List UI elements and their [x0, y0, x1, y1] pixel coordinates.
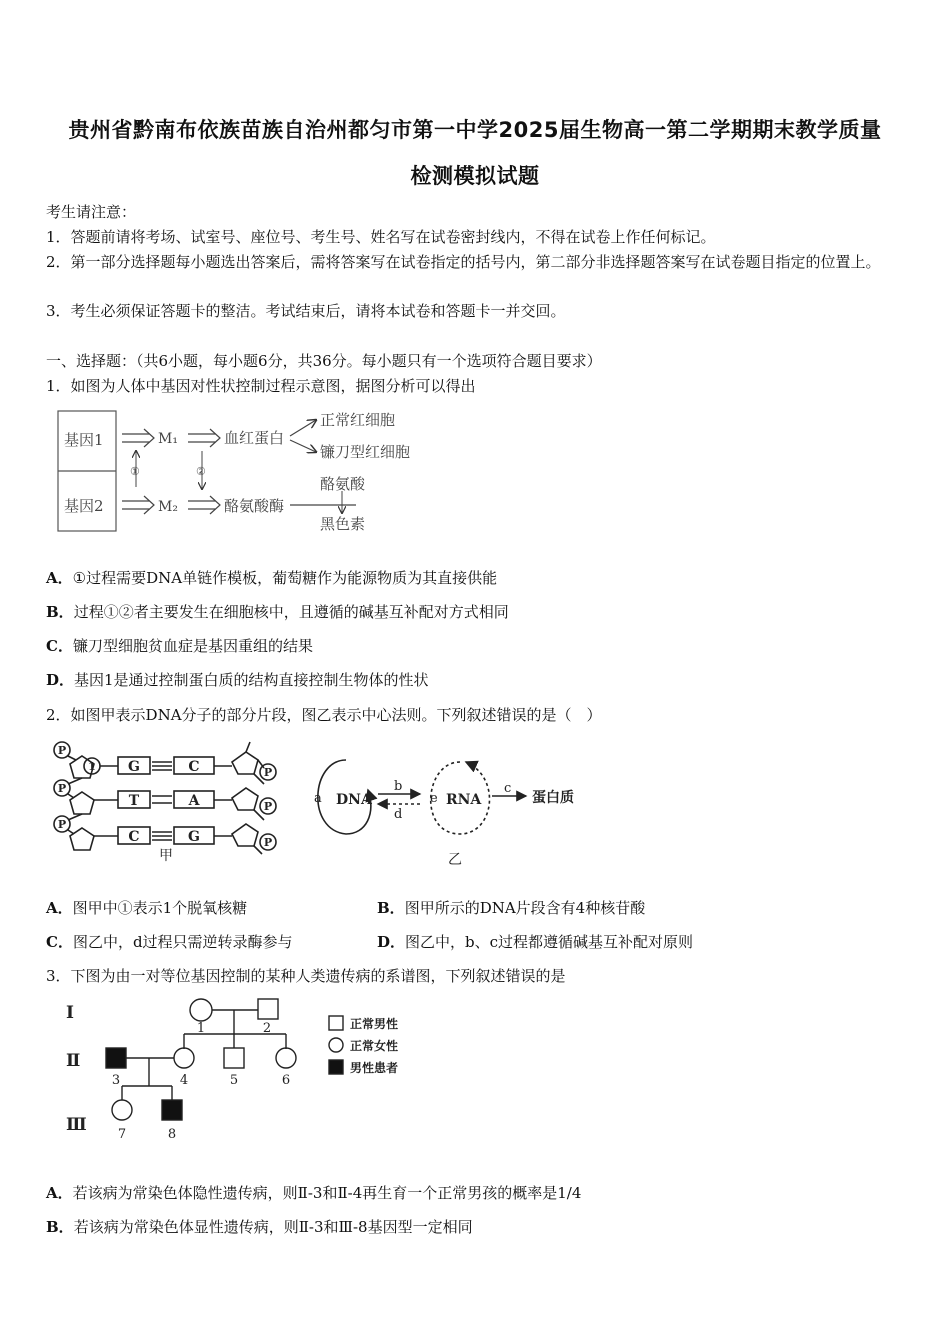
protein-label: 蛋白质 — [532, 790, 574, 806]
base-left: G — [128, 759, 140, 775]
process-2-label: ② — [196, 465, 206, 478]
tyrosine-label: 酪氨酸 — [320, 475, 366, 493]
individual-number: 1 — [196, 1021, 206, 1036]
option-letter: C． — [46, 637, 73, 655]
question-3-stem: 3．下图为由一对等位基因控制的某种人类遗传病的系谱图，下列叙述错误的是 — [46, 967, 566, 985]
option-letter: A． — [46, 569, 73, 587]
phosphate-label: P — [263, 766, 273, 779]
option-text: 若该病为常染色体隐性遗传病，则Ⅱ-3和Ⅱ-4再生育一个正常男孩的概率是1/4 — [72, 1184, 582, 1202]
question-2-stem: 2．如图甲表示DNA分子的部分片段，图乙表示中心法则。下列叙述错误的是（ ） — [46, 706, 602, 724]
phosphate-label: P — [57, 818, 67, 831]
q3-option-b — [46, 1215, 473, 1239]
phosphate-label: P — [57, 744, 67, 757]
notice-item: 3．考生必须保证答题卡的整洁。考试结束后，请将本试卷和答题卡一并交回。 — [46, 302, 566, 320]
normal-rbc-label: 正常红细胞 — [320, 411, 396, 429]
q1-option-c — [46, 634, 313, 658]
individual-1 — [190, 999, 212, 1021]
process-b-label: b — [394, 779, 403, 794]
legend-normal-female-label: 正常女性 — [350, 1039, 399, 1053]
dna-fragment-diagram — [46, 738, 296, 866]
individual-number: 7 — [117, 1127, 127, 1142]
tyrosinase-label: 酪氨酸酶 — [224, 497, 285, 515]
figure-jia-label: 甲 — [159, 848, 173, 864]
legend-normal-male-symbol — [329, 1016, 343, 1030]
phosphate-label: P — [263, 836, 273, 849]
gene2-label: 基因2 — [64, 497, 104, 515]
legend-affected-male-symbol — [329, 1060, 343, 1074]
q2-option-b — [377, 896, 645, 920]
individual-number: 8 — [167, 1127, 177, 1142]
notice-heading: 考生请注意： — [46, 203, 137, 221]
individual-number: 4 — [179, 1073, 189, 1088]
process-d-label: d — [394, 807, 403, 822]
gene-control-diagram — [50, 405, 440, 535]
q2-option-a — [46, 896, 247, 920]
exam-title-line2: 检测模拟试题 — [410, 164, 540, 188]
process-1-label: ① — [130, 465, 140, 478]
q1-option-b — [46, 600, 509, 624]
option-text: 镰刀型细胞贫血症是基因重组的结果 — [72, 637, 313, 655]
phosphate-label: P — [263, 800, 273, 813]
individual-4 — [174, 1048, 194, 1068]
legend-affected-male-label: 男性患者 — [350, 1061, 399, 1075]
option-letter: D． — [377, 933, 406, 951]
q1-option-a — [46, 566, 497, 590]
option-letter: B． — [377, 899, 405, 917]
option-letter: D． — [46, 671, 75, 689]
legend-normal-male-label: 正常男性 — [350, 1017, 399, 1031]
phosphate-label: P — [57, 782, 67, 795]
legend-normal-female-symbol — [329, 1038, 343, 1052]
exam-title-line1: 贵州省黔南布依族苗族自治州都匀市第一中学2025届生物高一第二学期期末教学质量 — [68, 118, 882, 142]
option-letter: A． — [46, 1184, 73, 1202]
individual-number: 5 — [229, 1073, 239, 1088]
central-dogma-diagram — [306, 750, 596, 870]
question-1-stem: 1．如图为人体中基因对性状控制过程示意图，据图分析可以得出 — [46, 377, 476, 395]
individual-3 — [106, 1048, 126, 1068]
dna-label: DNA — [336, 792, 372, 808]
melanin-label: 黑色素 — [320, 515, 366, 533]
individual-8 — [162, 1100, 182, 1120]
m2-label: M₂ — [158, 499, 178, 515]
option-text: 图乙中，b、c过程都遵循碱基互补配对原则 — [405, 933, 694, 951]
generation-2-label: Ⅱ — [66, 1051, 81, 1071]
q1-option-d — [46, 668, 429, 692]
q2-option-d — [377, 930, 693, 954]
sickle-rbc-label: 镰刀型红细胞 — [320, 443, 411, 461]
option-letter: A． — [46, 899, 73, 917]
option-text: 图甲中①表示1个脱氧核糖 — [72, 899, 248, 917]
option-text: 图乙中，d过程只需逆转录酶参与 — [72, 933, 293, 951]
q3-option-a — [46, 1181, 581, 1205]
option-text: 图甲所示的DNA片段含有4种核苷酸 — [404, 899, 646, 917]
base-left: C — [128, 829, 140, 845]
option-text: 过程①②者主要发生在细胞核中，且遵循的碱基互补配对方式相同 — [73, 603, 509, 621]
process-a-label: a — [314, 791, 322, 806]
section-heading: 一、选择题：（共6小题，每小题6分，共36分。每小题只有一个选项符合题目要求） — [46, 352, 602, 370]
hemoglobin-label: 血红蛋白 — [224, 429, 285, 447]
generation-1-label: Ⅰ — [66, 1003, 74, 1023]
figure-yi-label: 乙 — [448, 852, 462, 868]
deoxyribose-1-label: 1 — [88, 760, 96, 773]
notice-item: 2．第一部分选择题每小题选出答案后，需将答案写在试卷指定的括号内，第二部分非选择题答案写在试卷题目指定的位置上。 — [46, 253, 881, 271]
option-letter: B． — [46, 603, 74, 621]
option-text: 基因1是通过控制蛋白质的结构直接控制生物体的性状 — [74, 671, 429, 689]
individual-number: 3 — [111, 1073, 121, 1088]
individual-5 — [224, 1048, 244, 1068]
individual-number: 2 — [262, 1021, 272, 1036]
rna-label: RNA — [446, 792, 482, 808]
process-e-label: e — [430, 791, 438, 806]
base-right: A — [188, 793, 200, 809]
option-letter: C． — [46, 933, 73, 951]
individual-7 — [112, 1100, 132, 1120]
m1-label: M₁ — [158, 431, 178, 447]
base-left: T — [128, 793, 140, 809]
individual-2 — [258, 999, 278, 1019]
base-right: G — [188, 829, 200, 845]
gene1-label: 基因1 — [64, 431, 104, 449]
individual-number: 6 — [281, 1073, 291, 1088]
q2-option-c — [46, 930, 293, 954]
option-text: ①过程需要DNA单链作模板，葡萄糖作为能源物质为其直接供能 — [72, 569, 498, 587]
base-right: C — [188, 759, 200, 775]
pedigree-chart — [56, 990, 436, 1150]
option-text: 若该病为常染色体显性遗传病，则Ⅱ-3和Ⅲ-8基因型一定相同 — [73, 1218, 473, 1236]
individual-6 — [276, 1048, 296, 1068]
option-letter: B． — [46, 1218, 74, 1236]
process-c-label: c — [504, 781, 512, 796]
generation-3-label: Ⅲ — [66, 1115, 87, 1135]
notice-item: 1．答题前请将考场、试室号、座位号、考生号、姓名写在试卷密封线内，不得在试卷上作任何标记。 — [46, 228, 716, 246]
